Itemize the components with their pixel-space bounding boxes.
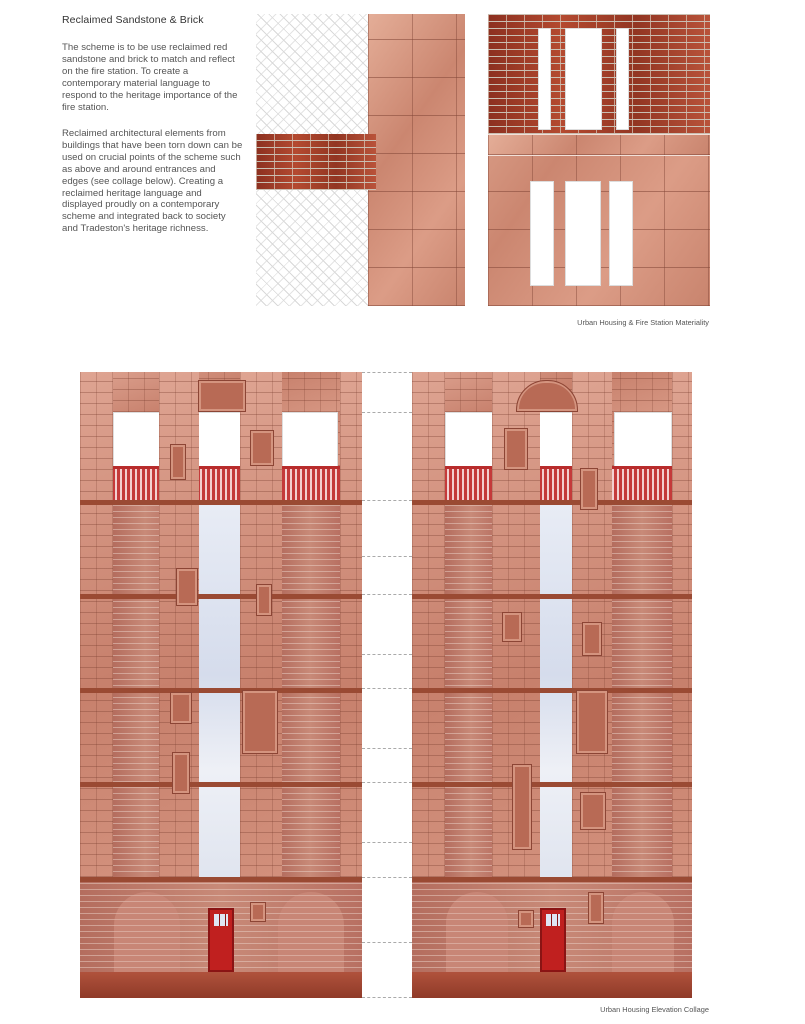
reclaimed-ornament xyxy=(582,622,602,656)
floor-band xyxy=(412,594,692,599)
page-title: Reclaimed Sandstone & Brick xyxy=(62,14,204,26)
level-line xyxy=(362,500,412,501)
reclaimed-ornament xyxy=(576,690,608,754)
materiality-panel-left xyxy=(256,14,465,306)
reclaimed-ornament xyxy=(518,910,534,928)
floor-band xyxy=(80,782,362,787)
window-opening xyxy=(565,28,602,130)
reclaimed-elements-paragraph: Reclaimed architectural elements from buildings that have been torn down can be used on crucial points of the scheme such as above and around entrances and edges (see collage below). Creating a reclaimed heritage language and displayed proudly on a contemporary scheme and integrated back to society and Tradeston's heritage richness. xyxy=(62,128,243,235)
window-opening xyxy=(530,181,554,286)
floor-band xyxy=(80,594,362,599)
elevation-collage xyxy=(80,372,692,998)
top-window xyxy=(445,412,493,468)
reclaimed-ornament xyxy=(170,444,186,480)
reclaimed-ornament xyxy=(256,584,272,616)
brick-infill xyxy=(445,504,497,884)
floor-band xyxy=(412,500,692,505)
reclaimed-ornament xyxy=(250,902,266,922)
reclaimed-ornament xyxy=(502,612,522,642)
reclaimed-ornament xyxy=(176,568,198,606)
reclaimed-ornament xyxy=(250,430,274,466)
reclaimed-ornament xyxy=(580,792,606,830)
level-line xyxy=(362,942,412,943)
elevation-caption: Urban Housing Elevation Collage xyxy=(600,1005,709,1014)
sandstone-texture xyxy=(368,14,465,306)
reclaimed-ornament xyxy=(580,468,598,510)
level-line xyxy=(362,556,412,557)
level-line xyxy=(362,842,412,843)
level-line xyxy=(362,688,412,689)
brick-infill xyxy=(612,504,672,884)
sandstone-band xyxy=(488,134,710,156)
reclaimed-ornament xyxy=(172,752,190,794)
reclaimed-ornament xyxy=(588,892,604,924)
level-line xyxy=(362,997,412,998)
brick-sample xyxy=(256,134,376,190)
top-window xyxy=(614,412,672,468)
cornice-ornament xyxy=(198,380,246,412)
top-window xyxy=(113,412,161,468)
window-opening xyxy=(538,28,551,130)
balcony-railing xyxy=(412,466,692,503)
gap-column xyxy=(362,372,412,998)
level-line xyxy=(362,654,412,655)
materiality-panel-right xyxy=(488,14,710,306)
level-line xyxy=(362,877,412,878)
floor-band xyxy=(80,688,362,693)
intro-paragraph: The scheme is to be use reclaimed red sandstone and brick to match and reflect on the fire station. To create a contemporary material language to respond to the heritage importance of the fire station. xyxy=(62,42,238,113)
entrance-door xyxy=(208,908,234,972)
level-line xyxy=(362,782,412,783)
balcony-railing xyxy=(80,466,362,503)
right-block xyxy=(412,372,692,998)
level-line xyxy=(362,594,412,595)
floor-band xyxy=(412,688,692,693)
reclaimed-ornament xyxy=(242,690,278,754)
floor-band xyxy=(412,782,692,787)
reclaimed-ornament xyxy=(170,692,192,724)
reclaimed-ornament xyxy=(512,764,532,850)
window-opening xyxy=(609,181,633,286)
level-line xyxy=(362,748,412,749)
reclaimed-ornament xyxy=(504,428,528,470)
window-opening xyxy=(616,28,629,130)
materiality-caption: Urban Housing & Fire Station Materiality xyxy=(577,318,709,327)
ground-plane xyxy=(412,972,692,998)
top-window xyxy=(198,412,246,468)
window-opening xyxy=(565,181,601,286)
level-line xyxy=(362,412,412,413)
ground-plane xyxy=(80,972,362,998)
top-window xyxy=(282,412,338,468)
floor-band xyxy=(80,500,362,505)
entrance-door xyxy=(540,908,566,972)
brick-infill xyxy=(280,504,340,884)
left-block xyxy=(80,372,362,998)
level-line xyxy=(362,372,412,373)
